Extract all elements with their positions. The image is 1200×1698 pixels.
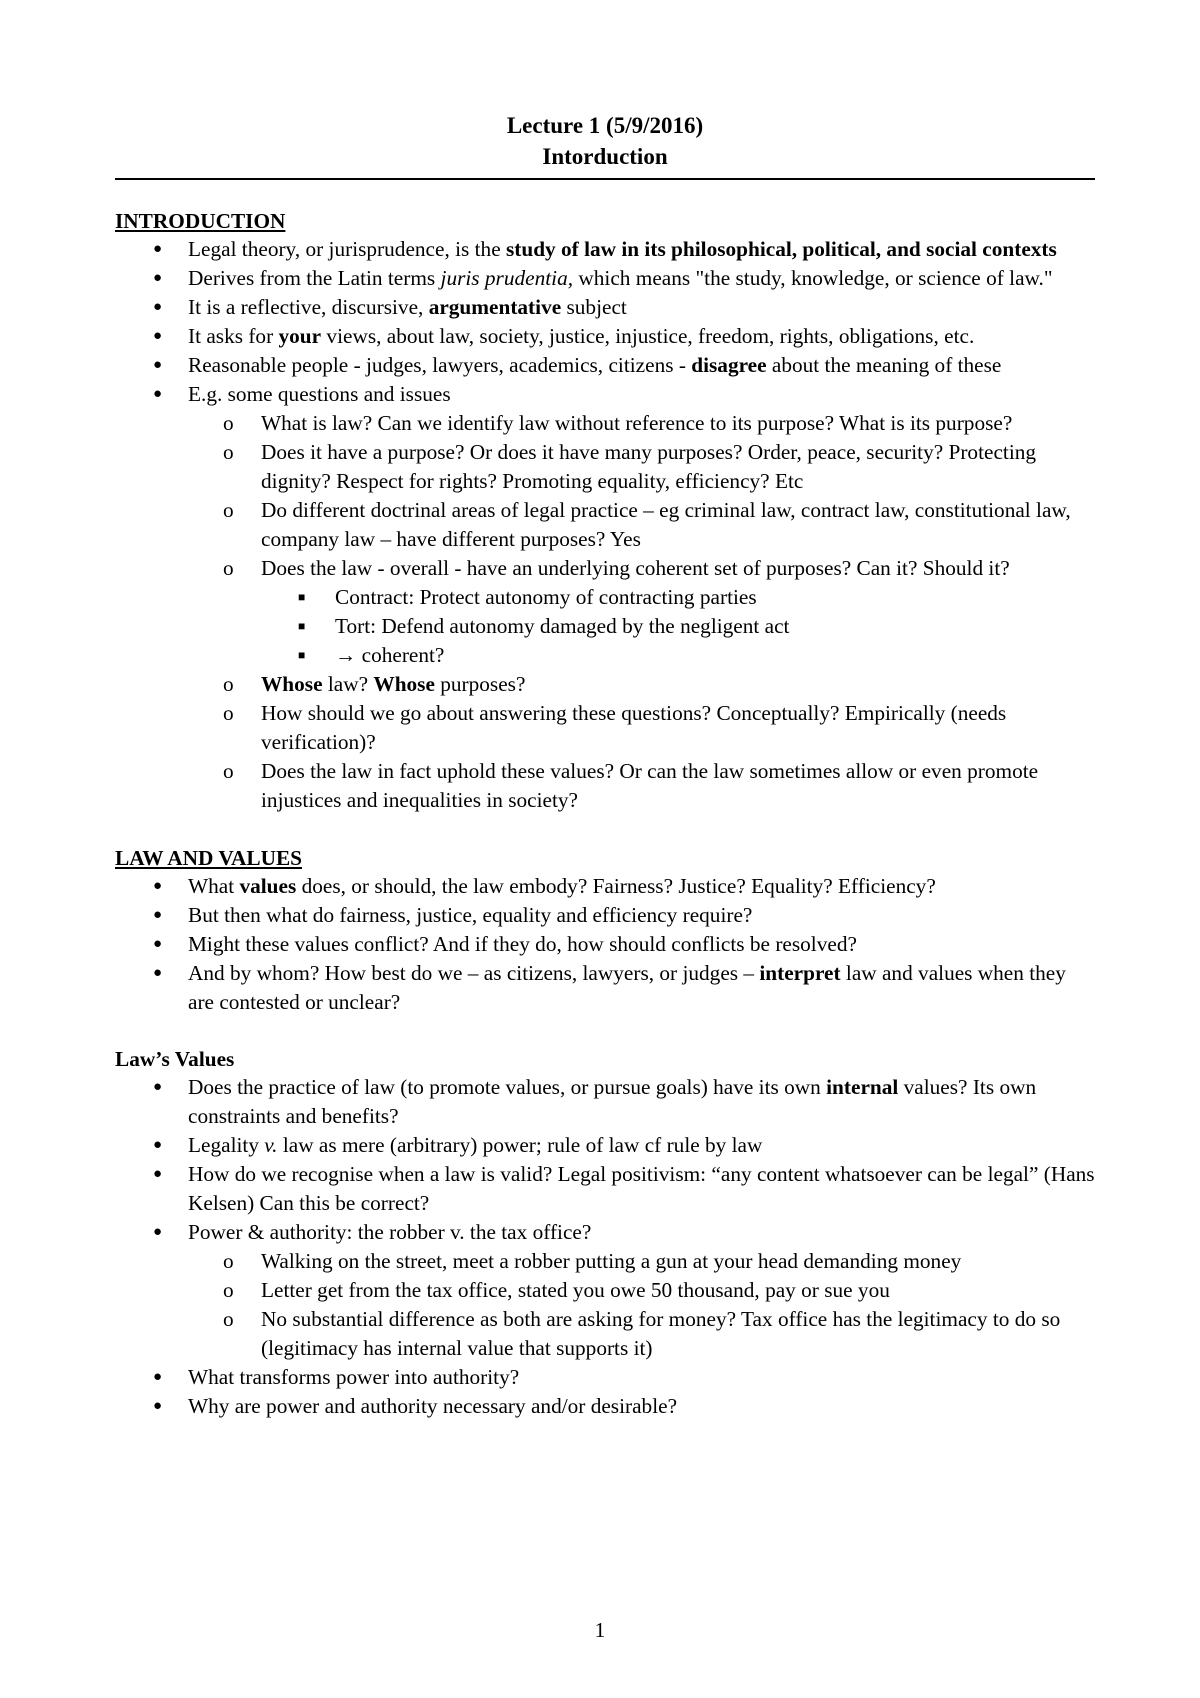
section-law-and-values bbox=[115, 844, 1095, 1017]
section-introduction bbox=[115, 207, 1095, 815]
list-item: ● Legal theory, or jurisprudence, is the study of law in its philosophical, political, and social contexts bbox=[115, 235, 1095, 264]
circle-bullet-icon: o bbox=[223, 411, 234, 435]
sub-sub-list bbox=[261, 583, 1095, 670]
list-item: ● Legality v. law as mere (arbitrary) power; rule of law cf rule by law bbox=[115, 1131, 1095, 1160]
sub-sub-list-item: ■ Contract: Protect autonomy of contracting parties bbox=[115, 583, 1095, 612]
sub-list-item: o No substantial difference as both are asking for money? Tax office has the legitimacy to do so (legitimacy has internal value that supports it) bbox=[223, 1307, 1061, 1360]
sub-list-item: o Letter get from the tax office, stated you owe 50 thousand, pay or sue you bbox=[115, 1276, 1095, 1305]
bullet-list bbox=[115, 235, 1095, 815]
list-item: ● How do we recognise when a law is valid? Legal positivism: “any content whatsoever can be legal” (Hans Kelsen) Can this be correct? bbox=[153, 1162, 1095, 1215]
bullet-icon: ● bbox=[153, 1137, 163, 1153]
bullet-icon: ● bbox=[153, 1369, 163, 1385]
sub-list-item: o Does it have a purpose? Or does it have many purposes? Order, peace, security? Protecting dignity? Respect for rights? Promoting equality, efficiency? Etc bbox=[223, 440, 1037, 493]
list-item: ● Does the practice of law (to promote values, or pursue goals) have its own internal values? Its own constraints and benefits? bbox=[153, 1075, 1037, 1128]
bullet-list bbox=[115, 1073, 1095, 1421]
page-subtitle: Intorduction bbox=[542, 144, 668, 169]
bullet-icon: ● bbox=[153, 936, 163, 952]
sub-list-item: o Whose law? Whose purposes? bbox=[115, 670, 1095, 699]
circle-bullet-icon: o bbox=[223, 556, 234, 580]
bullet-icon: ● bbox=[153, 878, 163, 894]
circle-bullet-icon: o bbox=[223, 1307, 234, 1331]
sub-list bbox=[188, 409, 1095, 815]
circle-bullet-icon: o bbox=[223, 440, 234, 464]
sub-list-item: o Does the law in fact uphold these values? Or can the law sometimes allow or even promote injustices and inequalities in society? bbox=[223, 759, 1039, 812]
list-item: ● It is a reflective, discursive, argumentative subject bbox=[115, 293, 1095, 322]
list-item: ● Derives from the Latin terms juris prudentia, which means "the study, knowledge, or science of law." bbox=[115, 264, 1095, 293]
bullet-icon: ● bbox=[153, 907, 163, 923]
arrow-text: → coherent? bbox=[335, 643, 445, 667]
bullet-icon: ● bbox=[153, 357, 163, 373]
square-bullet-icon: ■ bbox=[298, 590, 306, 604]
sub-list-item: o Does the law - overall - have an underlying coherent set of purposes? Can it? Should it? ■ Contract: Protect autonomy of contracting parties ■ Tort: Defend autonomy damaged by the negligent act ■ → coherent? bbox=[115, 554, 1095, 670]
list-item: ● What transforms power into authority? bbox=[115, 1363, 1095, 1392]
circle-bullet-icon: o bbox=[223, 701, 234, 725]
list-item: ● Reasonable people - judges, lawyers, academics, citizens - disagree about the meaning of these bbox=[115, 351, 1095, 380]
sub-list-item: o What is law? Can we identify law without reference to its purpose? What is its purpose? bbox=[115, 409, 1095, 438]
bullet-icon: ● bbox=[153, 241, 163, 257]
list-item: ● What values does, or should, the law embody? Fairness? Justice? Equality? Efficiency? bbox=[115, 872, 1095, 901]
sub-list-item: o Walking on the street, meet a robber putting a gun at your head demanding money bbox=[115, 1247, 1095, 1276]
sub-sub-list-item: ■ Tort: Defend autonomy damaged by the negligent act bbox=[115, 612, 1095, 641]
bullet-icon: ● bbox=[153, 965, 163, 981]
bullet-list bbox=[115, 872, 1095, 1017]
section-heading: LAW AND VALUES bbox=[115, 846, 303, 870]
section-heading: INTRODUCTION bbox=[115, 209, 286, 233]
page-number: 1 bbox=[594, 1618, 606, 1642]
list-item: ● But then what do fairness, justice, equality and efficiency require? bbox=[115, 901, 1095, 930]
title-divider bbox=[115, 178, 1095, 180]
bullet-icon: ● bbox=[153, 299, 163, 315]
section-heading: Law’s Values bbox=[115, 1047, 235, 1071]
circle-bullet-icon: o bbox=[223, 498, 234, 522]
bullet-icon: ● bbox=[153, 328, 163, 344]
circle-bullet-icon: o bbox=[223, 672, 234, 696]
sub-list bbox=[188, 1247, 1095, 1363]
list-item: ● Power & authority: the robber v. the tax office? o Walking on the street, meet a robber putting a gun at your head demanding money o Letter get from the tax office, stated you owe 50 thousand, pay or sue you o No substantial difference as both are asking for money? Tax office has the legitimacy to do so (legitimacy has internal value that supports it) bbox=[115, 1218, 1095, 1363]
document-page bbox=[115, 110, 1095, 1421]
sub-list-item: o Do different doctrinal areas of legal practice – eg criminal law, contract law, constitutional law, company law – have different purposes? Yes bbox=[223, 498, 1071, 551]
list-item: ● Might these values conflict? And if they do, how should conflicts be resolved? bbox=[115, 930, 1095, 959]
sub-list-item: o How should we go about answering these questions? Conceptually? Empirically (needs verification)? bbox=[223, 701, 1007, 754]
list-item: ● It asks for your views, about law, society, justice, injustice, freedom, rights, obligations, etc. bbox=[115, 322, 1095, 351]
page-title: Lecture 1 (5/9/2016) bbox=[506, 113, 704, 138]
square-bullet-icon: ■ bbox=[298, 648, 306, 662]
sub-sub-list-item bbox=[115, 641, 1095, 670]
circle-bullet-icon: o bbox=[223, 1249, 234, 1273]
bullet-icon: ● bbox=[153, 270, 163, 286]
bullet-icon: ● bbox=[153, 1224, 163, 1240]
list-item: ● And by whom? How best do we – as citizens, lawyers, or judges – interpret law and values when they are contested or unclear? bbox=[153, 961, 1066, 1014]
bullet-icon: ● bbox=[153, 386, 163, 402]
bullet-icon: ● bbox=[153, 1398, 163, 1414]
bullet-icon: ● bbox=[153, 1079, 163, 1095]
bullet-icon: ● bbox=[153, 1166, 163, 1182]
list-item: ● E.g. some questions and issues o What is law? Can we identify law without reference to its purpose? What is its purpose? o Does it have a purpose? Or does it have many purposes? Order, peace, security? Protecting dignity? Respect for rights? Promoting equality, efficiency? Etc o Do different doctrinal areas of legal practice – eg criminal law, contract law, constitutional law, company law – have different purposes? Yes o Does the law - overall - have an underlying coherent set of purposes? Can it? Should it? ■ Contract: Protect autonomy of contracting parties ■ Tort: Defend autonomy damaged by the negligent act ■ → coherent? o Whose law? Whose purposes? o How should we go about answering these questions? Conceptually? Empirically (needs verification)? o Does the law in fact uphold these values? Or can the law sometimes allow or even promote injustices and inequalities in society? bbox=[115, 380, 1095, 815]
square-bullet-icon: ■ bbox=[298, 619, 306, 633]
circle-bullet-icon: o bbox=[223, 759, 234, 783]
section-laws-values bbox=[115, 1045, 1095, 1421]
circle-bullet-icon: o bbox=[223, 1278, 234, 1302]
list-item: ● Why are power and authority necessary and/or desirable? bbox=[115, 1392, 1095, 1421]
